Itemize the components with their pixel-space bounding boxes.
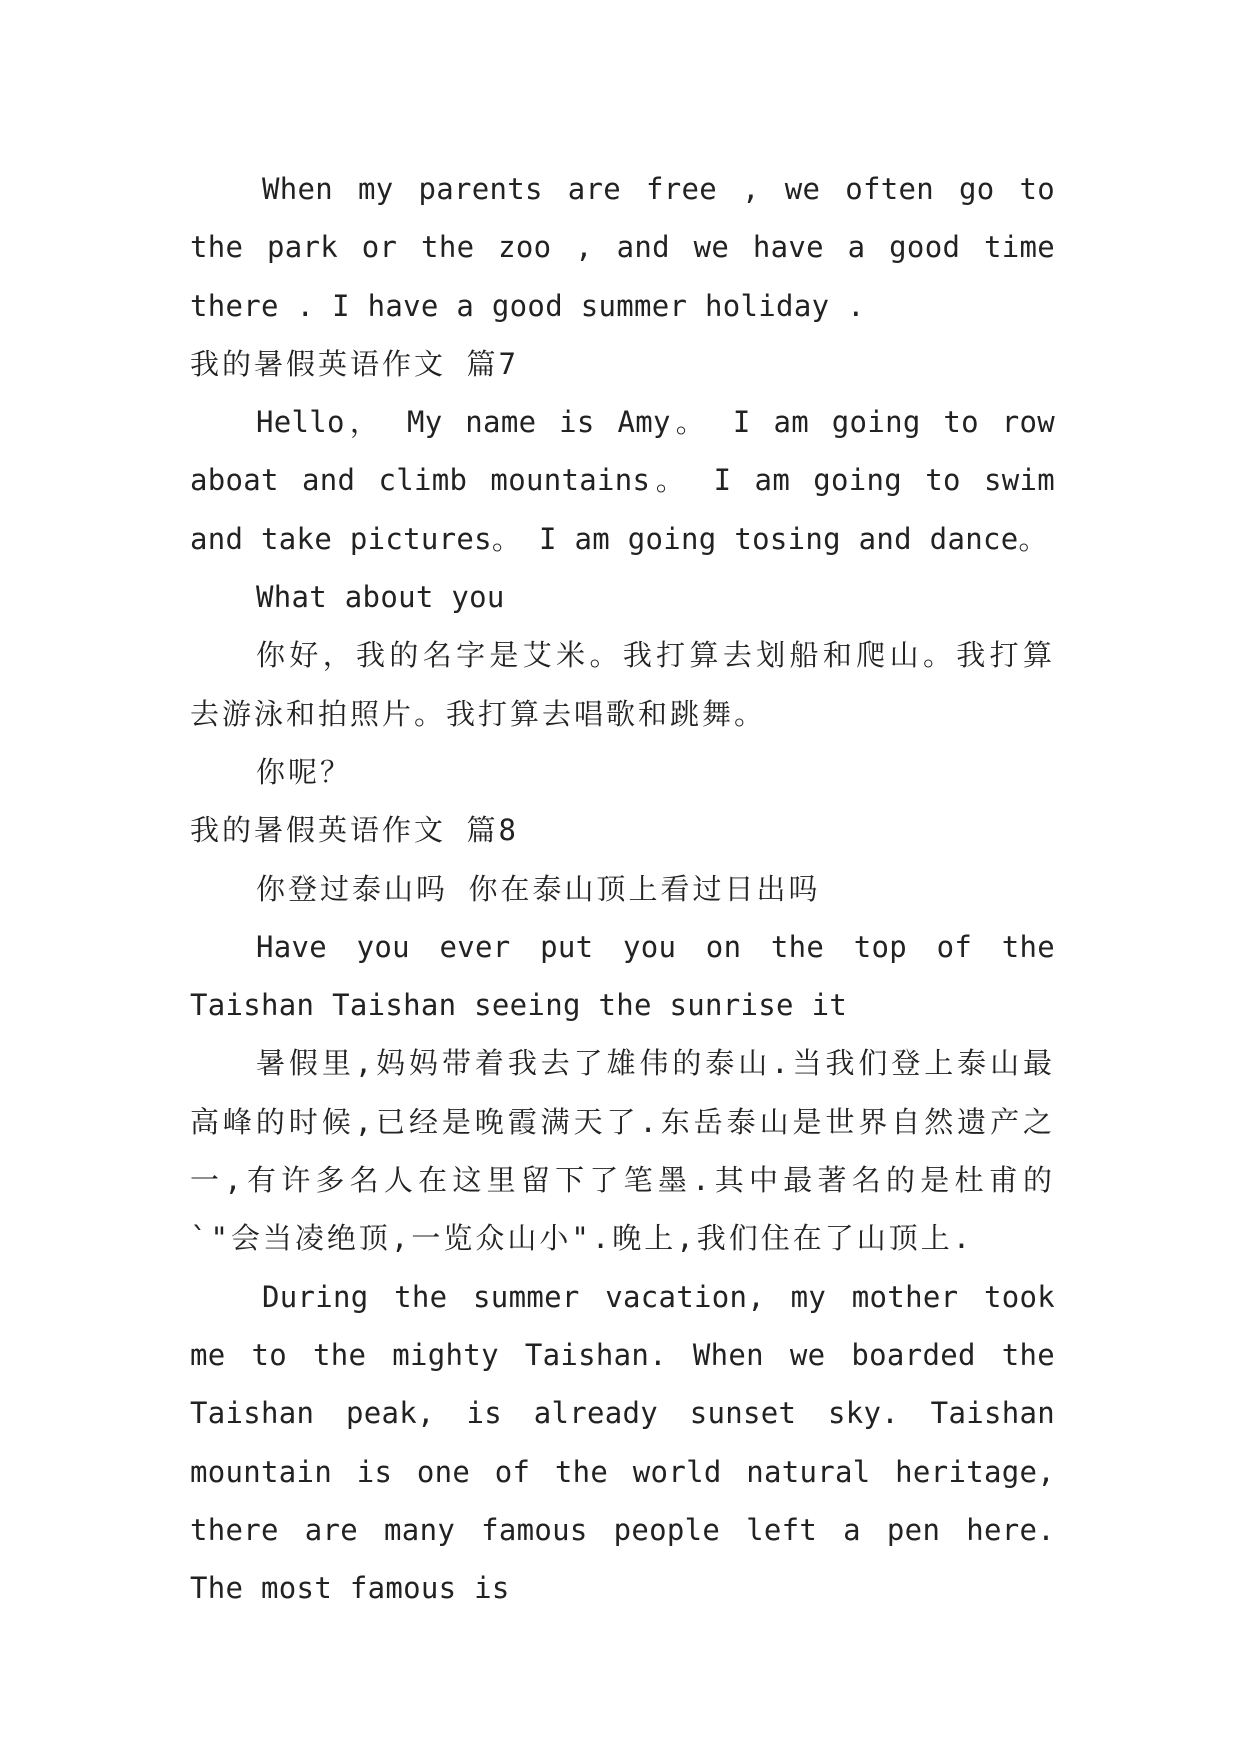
paragraph-taishan-question-en: Have you ever put you on the top of the Taishan Taishan seeing the sunrise it [190,929,1055,1023]
paragraph-hello-amy: Hello， My name is Amy。 I am going to row aboat and climb mountains。 I am going to swim and take pictures。 I am going tosing and dance。 [190,405,1055,556]
section-heading-8: 我的暑假英语作文 篇8 [190,813,519,848]
paragraph-chinese-translation: 你好，我的名字是艾米。我打算去划船和爬山。我打算去游泳和拍照片。我打算去唱歌和跳舞。 [190,638,1055,731]
paragraph-ni-ne: 你呢？ [256,754,353,789]
paragraph-taishan-question-cn: 你登过泰山吗 你在泰山顶上看过日出吗 [256,871,821,906]
document-body [190,160,1055,1617]
paragraph-what-about-you: What about you [256,580,505,615]
paragraph-taishan-story-en: During the summer vacation, my mother took me to the mighty Taishan. When we boarded the Taishan peak, is already sunset sky. Taishan mountain is one of the world natural heritage, there are many famous people left a pen here. The most famous is [190,1279,1055,1606]
paragraph-parents-free: When my parents are free , we often go to the park or the zoo , and we have a good time there . I have a good summer holiday . [190,172,1055,323]
section-heading-7: 我的暑假英语作文 篇7 [190,346,519,381]
paragraph-taishan-story-cn: 暑假里,妈妈带着我去了雄伟的泰山.当我们登上泰山最高峰的时候,已经是晚霞满天了.东岳泰山是世界自然遗产之一,有许多名人在这里留下了笔墨.其中最著名的是杜甫的`"会当凌绝顶,一览众山小".晚上,我们住在了山顶上. [190,1046,1055,1256]
